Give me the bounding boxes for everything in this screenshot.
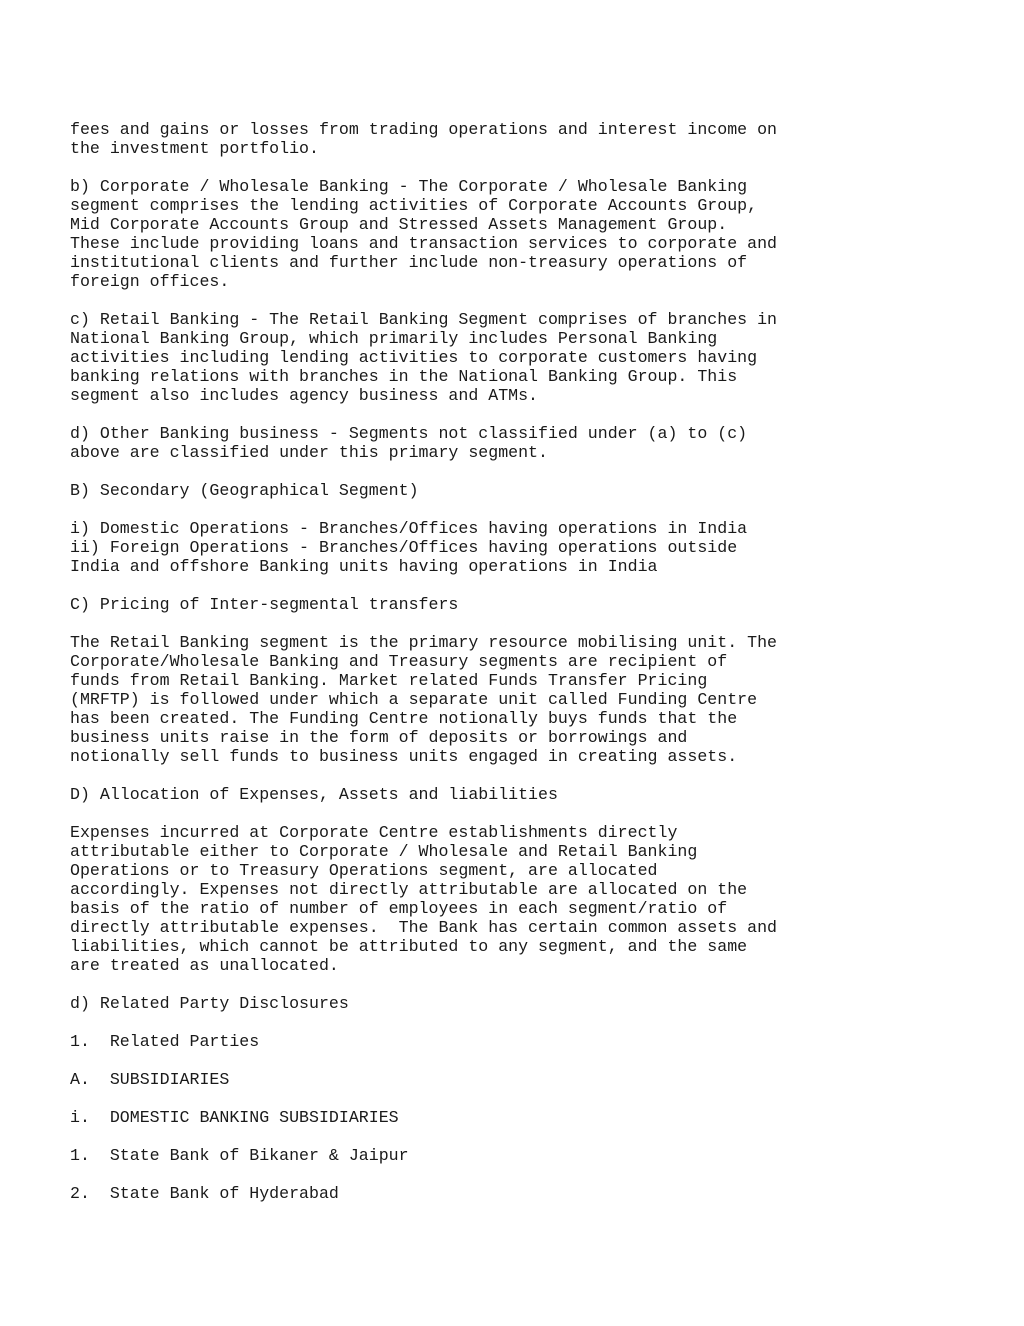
paragraph-gap: [70, 500, 1000, 519]
heading-related-party-disclosures: d) Related Party Disclosures: [70, 994, 349, 1013]
document-page: [70, 120, 1000, 1203]
paragraph-gap: [70, 614, 1000, 633]
paragraph-gap: [70, 576, 1000, 595]
paragraph-gap: [70, 158, 1000, 177]
paragraph-expense-allocation: Expenses incurred at Corporate Centre establishments directly attributable either to Corporate / Wholesale and Retail Banking Operations or to Treasury Operations segment, are allocated accordingly. Expenses not directly attributable are allocated on the basis of the ratio of number of employees in each segment/ratio of directly attributable expenses. The Bank has certain common assets and liabilities, which cannot be attributed to any segment, and the same are treated as unallocated.: [70, 823, 778, 975]
paragraph-other-banking: d) Other Banking business - Segments not classified under (a) to (c) above are classified under this primary segment.: [70, 424, 748, 462]
list-item-state-bank-hyderabad: 2. State Bank of Hyderabad: [70, 1184, 339, 1203]
paragraph-gap: [70, 405, 1000, 424]
paragraph-gap: [70, 766, 1000, 785]
heading-allocation-of-expenses: D) Allocation of Expenses, Assets and liabilities: [70, 785, 558, 804]
paragraph-corporate-wholesale-banking: b) Corporate / Wholesale Banking - The Corporate / Wholesale Banking segment comprises the lending activities of Corporate Accounts Group, Mid Corporate Accounts Group and Stressed Assets Management Group. These include providing loans and transaction services to corporate and institutional clients and further include non-treasury operations of foreign offices.: [70, 177, 778, 291]
paragraph-trading-income: fees and gains or losses from trading operations and interest income on the investment portfolio.: [70, 120, 778, 158]
paragraph-gap: [70, 1013, 1000, 1032]
list-item-related-parties: 1. Related Parties: [70, 1032, 260, 1051]
paragraph-gap: [70, 291, 1000, 310]
paragraph-gap: [70, 1089, 1000, 1108]
paragraph-retail-banking: c) Retail Banking - The Retail Banking Segment comprises of branches in National Banking Group, which primarily includes Personal Banking activities including lending activities to corporate customers having banking relations with branches in the National Banking Group. This segment also includes agency business and ATMs.: [70, 310, 778, 405]
paragraph-gap: [70, 1051, 1000, 1070]
paragraph-gap: [70, 1127, 1000, 1146]
heading-secondary-segment: B) Secondary (Geographical Segment): [70, 481, 419, 500]
paragraph-gap: [70, 804, 1000, 823]
paragraph-geographic-operations: i) Domestic Operations - Branches/Offices having operations in India ii) Foreign Operations - Branches/Offices having operations outside India and offshore Banking units having operations in India: [70, 519, 748, 576]
paragraph-funds-transfer-pricing: The Retail Banking segment is the primary resource mobilising unit. The Corporate/Wholesale Banking and Treasury segments are recipient of funds from Retail Banking. Market related Funds Transfer Pricing (MRFTP) is followed under which a separate unit called Funding Centre has been created. The Funding Centre notionally buys funds that the business units raise in the form of deposits or borrowings and notionally sell funds to business units engaged in creating assets.: [70, 633, 778, 766]
paragraph-gap: [70, 462, 1000, 481]
list-item-subsidiaries: A. SUBSIDIARIES: [70, 1070, 230, 1089]
paragraph-gap: [70, 1165, 1000, 1184]
heading-inter-segmental-pricing: C) Pricing of Inter-segmental transfers: [70, 595, 459, 614]
list-item-state-bank-bikaner-jaipur: 1. State Bank of Bikaner & Jaipur: [70, 1146, 409, 1165]
paragraph-gap: [70, 975, 1000, 994]
list-item-domestic-banking-subsidiaries: i. DOMESTIC BANKING SUBSIDIARIES: [70, 1108, 399, 1127]
